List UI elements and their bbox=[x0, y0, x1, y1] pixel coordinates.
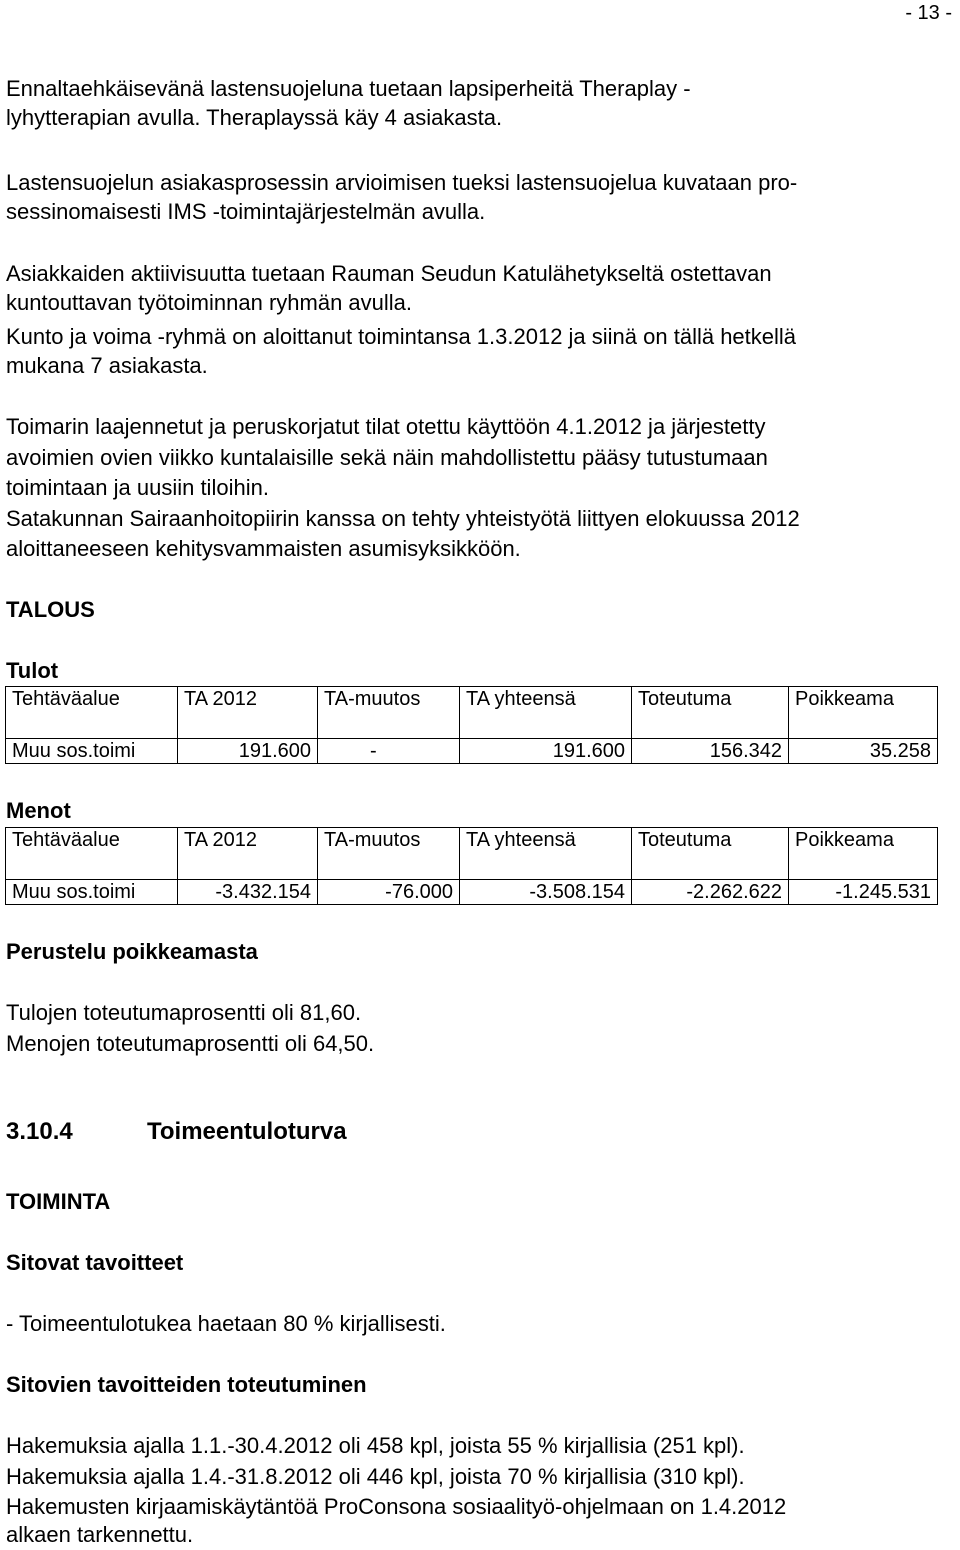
toteutuminen-heading: Sitovien tavoitteiden toteutuminen bbox=[6, 1372, 367, 1397]
column-header: TA-muutos bbox=[318, 828, 460, 880]
column-header: Poikkeama bbox=[789, 828, 938, 880]
toiminta-heading: TOIMINTA bbox=[6, 1189, 111, 1214]
tulot-heading: Tulot bbox=[6, 658, 59, 683]
page-number: - 13 - bbox=[905, 2, 952, 24]
table-cell: -3.508.154 bbox=[460, 880, 632, 905]
table-cell: -3.432.154 bbox=[178, 880, 318, 905]
column-header: Tehtäväalue bbox=[6, 828, 178, 880]
paragraph-line: sessinomaisesti IMS -toimintajärjestelmän avulla. bbox=[6, 199, 486, 224]
perustelu-heading: Perustelu poikkeamasta bbox=[6, 939, 258, 964]
table-cell: -76.000 bbox=[318, 880, 460, 905]
table-header-row bbox=[6, 828, 938, 880]
menot-heading: Menot bbox=[6, 798, 71, 823]
table-row bbox=[6, 739, 938, 764]
paragraph-line: kuntouttavan työtoiminnan ryhmän avulla. bbox=[6, 290, 413, 315]
table-cell: 35.258 bbox=[789, 739, 938, 764]
paragraph-line: Asiakkaiden aktiivisuutta tuetaan Rauman Seudun Katulähetykseltä ostettavan bbox=[6, 261, 772, 286]
paragraph-line: Satakunnan Sairaanhoitopiirin kanssa on tehty yhteistyötä liittyen elokuussa 2012 bbox=[6, 506, 800, 531]
paragraph-line: alkaen tarkennettu. bbox=[6, 1522, 194, 1547]
menot-table bbox=[5, 827, 938, 905]
tulot-table bbox=[5, 686, 938, 764]
paragraph-line: Ennaltaehkäisevänä lastensuojeluna tuetaan lapsiperheitä Theraplay - bbox=[6, 76, 691, 101]
paragraph-line: Hakemuksia ajalla 1.4.-31.8.2012 oli 446 kpl, joista 70 % kirjallisia (310 kpl). bbox=[6, 1464, 745, 1489]
table-row bbox=[6, 880, 938, 905]
paragraph-line: Menojen toteutumaprosentti oli 64,50. bbox=[6, 1031, 375, 1056]
paragraph-line: Kunto ja voima -ryhmä on aloittanut toimintansa 1.3.2012 ja siinä on tällä hetkellä bbox=[6, 324, 797, 349]
column-header: Tehtäväalue bbox=[6, 687, 178, 739]
paragraph-line: Hakemusten kirjaamiskäytäntöä ProConsona sosiaalityö-ohjelmaan on 1.4.2012 bbox=[6, 1494, 787, 1519]
column-header: Toteutuma bbox=[632, 828, 789, 880]
paragraph-line: Hakemuksia ajalla 1.1.-30.4.2012 oli 458 kpl, joista 55 % kirjallisia (251 kpl). bbox=[6, 1433, 745, 1458]
paragraph-line: lyhytterapian avulla. Theraplayssä käy 4 asiakasta. bbox=[6, 105, 503, 130]
section-number: 3.10.4 bbox=[6, 1118, 73, 1145]
column-header: Poikkeama bbox=[789, 687, 938, 739]
column-header: TA 2012 bbox=[178, 828, 318, 880]
paragraph-line: Lastensuojelun asiakasprosessin arvioimisen tueksi lastensuojelua kuvataan pro- bbox=[6, 170, 798, 195]
section-title: Toimeentuloturva bbox=[147, 1118, 347, 1145]
column-header: TA yhteensä bbox=[460, 828, 632, 880]
table-cell: -1.245.531 bbox=[789, 880, 938, 905]
column-header: Toteutuma bbox=[632, 687, 789, 739]
paragraph-line: aloittaneeseen kehitysvammaisten asumisyksikköön. bbox=[6, 536, 521, 561]
table-cell: Muu sos.toimi bbox=[6, 739, 178, 764]
table-cell: -2.262.622 bbox=[632, 880, 789, 905]
column-header: TA-muutos bbox=[318, 687, 460, 739]
table-cell: - bbox=[318, 739, 460, 764]
table-cell: 191.600 bbox=[178, 739, 318, 764]
talous-heading: TALOUS bbox=[6, 597, 95, 622]
table-cell: 156.342 bbox=[632, 739, 789, 764]
column-header: TA yhteensä bbox=[460, 687, 632, 739]
paragraph-line: Tulojen toteutumaprosentti oli 81,60. bbox=[6, 1000, 362, 1025]
table-cell: Muu sos.toimi bbox=[6, 880, 178, 905]
paragraph-line: mukana 7 asiakasta. bbox=[6, 353, 208, 378]
table-cell: 191.600 bbox=[460, 739, 632, 764]
table-header-row bbox=[6, 687, 938, 739]
paragraph-line: avoimien ovien viikko kuntalaisille sekä näin mahdollistettu pääsy tutustumaan bbox=[6, 445, 768, 470]
sitovat-tavoitteet-heading: Sitovat tavoitteet bbox=[6, 1250, 184, 1275]
paragraph-line: Toimarin laajennetut ja peruskorjatut tilat otettu käyttöön 4.1.2012 ja järjestetty bbox=[6, 414, 766, 439]
paragraph-line: toimintaan ja uusiin tiloihin. bbox=[6, 475, 269, 500]
paragraph-line: - Toimeentulotukea haetaan 80 % kirjallisesti. bbox=[6, 1311, 446, 1336]
column-header: TA 2012 bbox=[178, 687, 318, 739]
